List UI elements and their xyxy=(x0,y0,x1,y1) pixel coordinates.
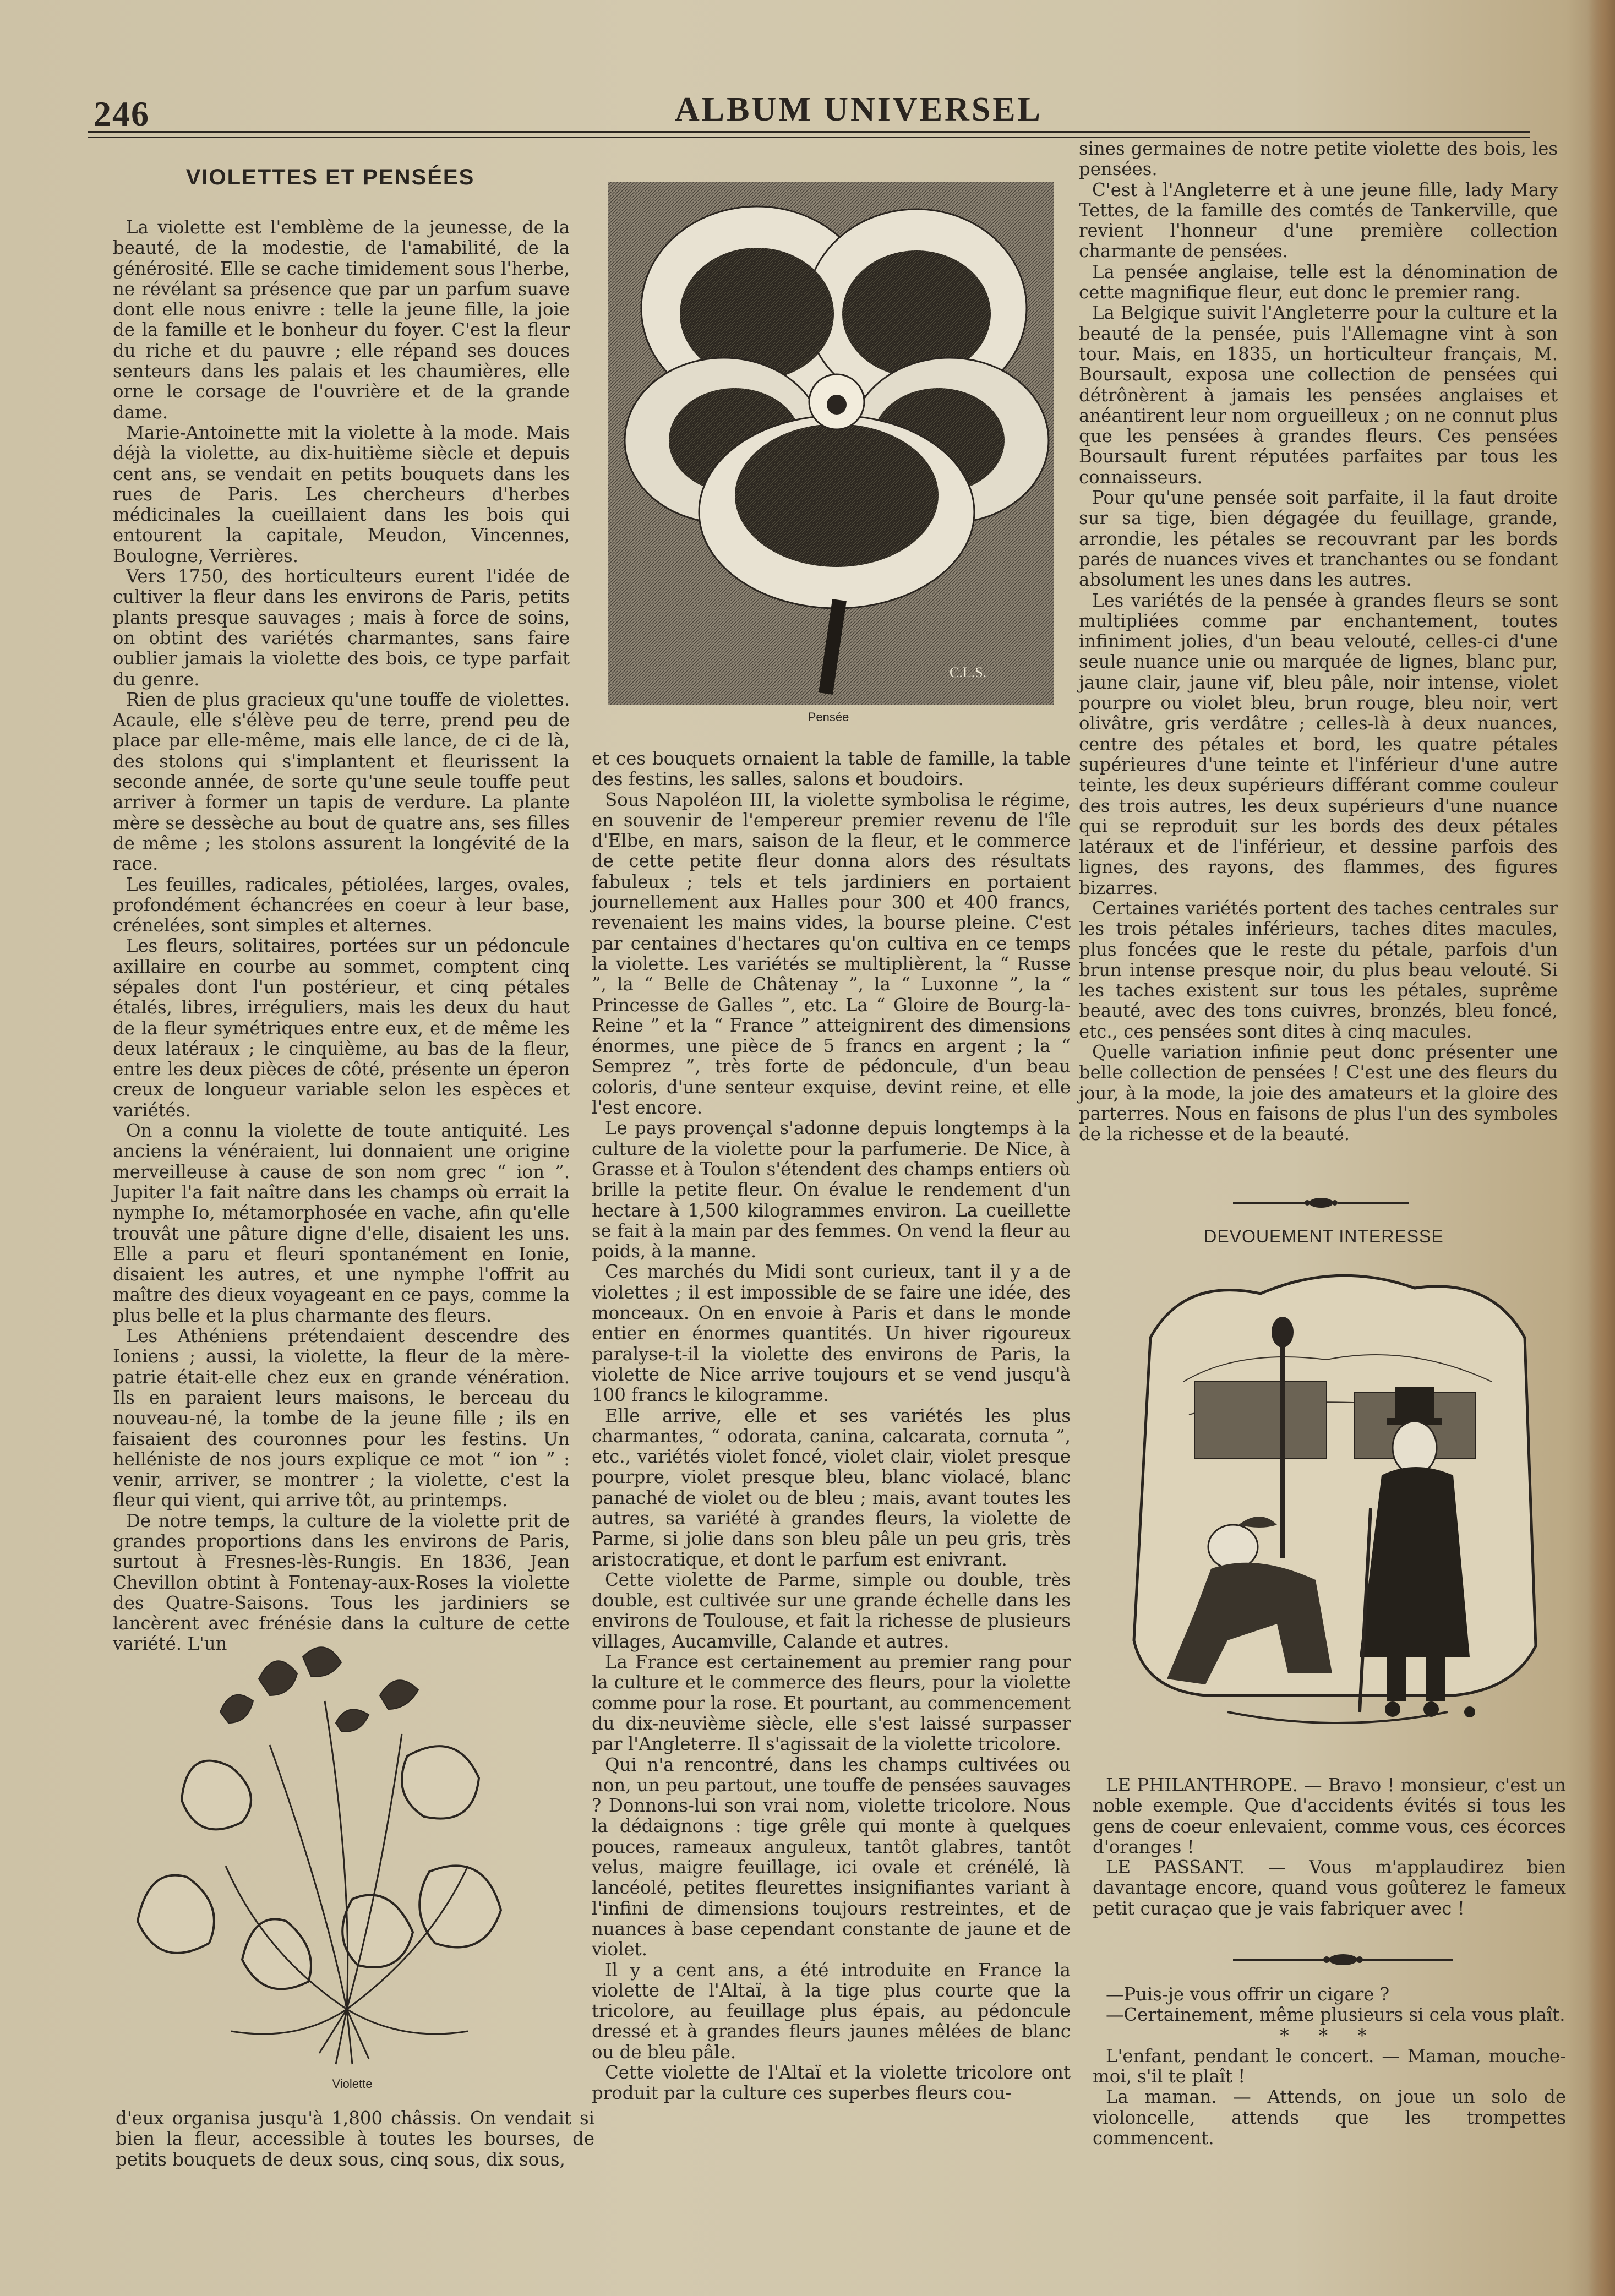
page-number: 246 xyxy=(94,94,150,133)
paragraph: Les Athéniens prétendaient descendre des Ioniens ; aussi, la violette, la fleur de la mère-patrie était-elle chez eux en grande vénération. Ils en paraient leurs maisons, le berceau du nouveau-né, la tombe de la jeune fille ; ils en faisaient des couronnes pour les festins. Un helléniste de nos jours explique ce mot “ ion ” : venir, arriver, se montrer ; la violette, c'est la fleur qui vient, qui arrive tôt, au printemps. xyxy=(113,1326,570,1511)
page-header xyxy=(88,88,1530,138)
dialogue-line: LE PHILANTHROPE. — Bravo ! monsieur, c'est un noble exemple. Que d'accidents évités si tous les gens de coeur enlevaient, comme vous, ces écorces d'oranges ! xyxy=(1093,1775,1566,1857)
paragraph: Ces marchés du Midi sont curieux, tant il y a de violettes ; il est impossible de se faire une idée, des monceaux. On en envoie à Paris et dans le monde entier en énormes quantités. Un hiver rigoureux paralyse-t-il la violette des environs de Paris, la violette de Nice arrive toujours et se vend jusqu'à 100 francs le kilogramme. xyxy=(592,1261,1071,1406)
paragraph: La France est certainement au premier rang pour la culture et le commerce des fleurs, pour la violette comme pour la rose. Et pourtant, au commencement du dix-neuvième siècle, elle s'est laissé surpasser par l'Angleterre. Il s'agissait de la violette tricolore. xyxy=(592,1651,1071,1755)
engraver-signature: C.L.S. xyxy=(950,664,987,680)
page-edge xyxy=(1587,0,1615,2296)
paragraph: d'eux organisa jusqu'à 1,800 châssis. On vendait si bien la fleur, accessible à toutes les bourses, de petits bouquets de deux sous, cinq sous, dix sous, xyxy=(116,2108,594,2170)
paragraph: Cette violette de Parme, simple ou double, très double, est cultivée sur une grande échelle dans les environs de Toulouse, et fait la richesse de plusieurs villages, Aucamville, Calande et autres. xyxy=(592,1569,1071,1652)
joke-line: —Puis-je vous offrir un cigare ? xyxy=(1106,1984,1390,2005)
cartoon-dialogue xyxy=(1093,1775,1566,1919)
paragraph: Qui n'a rencontré, dans les champs cultivées ou non, un peu partout, une touffe de pensées sauvages ? Donnons-lui son vrai nom, violette tricolore. Nous la dédaignons : tige grêle qui monte à quelques pouces, rameaux anguleux, tantôt glabres, tantôt velus, maigre feuillage, ici ovale et crénélé, là lancéolé, petites fleurettes insignifiantes variant à l'infini de dimensions toujours restreintes, et de nuances à base cependant constante de jaune et de violet. xyxy=(592,1754,1071,1960)
ornament-divider xyxy=(1233,1951,1453,1968)
paragraph: Le pays provençal s'adonne depuis longtemps à la culture de la violette pour la parfumerie. De Nice, à Grasse et à Toulon s'étendent des champs entiers où brille la petite fleur. On évalue le rendement d'un hectare à 1,500 kilogrammes environ. La cueillette se fait à la main par des femmes. On vend la fleur au poids, à la manne. xyxy=(592,1117,1071,1262)
dialogue-line: LE PASSANT. — Vous m'applaudirez bien davantage encore, quand vous goûterez le fameux petit curaçao que je vais fabriquer avec ! xyxy=(1093,1857,1566,1919)
violet-caption: Violette xyxy=(332,2077,373,2091)
paragraph: Quelle variation infinie peut donc présenter une belle collection de pensées ! C'est une des fleurs du jour, à la mode, la joie des amateurs et la gloire des parterres. Nous en faisons de plus l'un des symboles de la richesse et de la beauté. xyxy=(1079,1041,1558,1145)
paragraph: Il y a cent ans, a été introduite en France la violette de l'Altaï, à la tige plus courte que la tricolore, au feuillage plus épais, au pédoncule dressé et à grandes fleurs jaunes mêlées de blanc ou de bleu pâle. xyxy=(592,1959,1071,2063)
paragraph: Rien de plus gracieux qu'une touffe de violettes. Acaule, elle s'élève peu de terre, prend peu de place par elle-même, mais elle lance, de ci de là, des stolons qui s'implantent et fleurissent la seconde année, de sorte qu'une seule touffe peut arriver à former un tapis de verdure. La plante mère se dessèche au bout de quatre ans, ses filles de même ; les stolons assurent la longévité de la race. xyxy=(113,689,570,875)
paragraph: Sous Napoléon III, la violette symbolisa le régime, en souvenir de l'empereur premier revenu de l'île d'Elbe, en mars, saison de la fleur, et le commerce de cette petite fleur donna alors des résultats fabuleux ; tels et tels jardiniers en portaient journellement aux Halles pour 300 et 400 francs, revenaient les mains vides, la bourse pleine. C'est par centaines d'hectares qu'on cultiva en ce temps la violette. Les variétés se multiplièrent, la “ Russe ”, la “ Belle de Châtenay ”, la “ Luxonne ”, la “ Princesse de Galles ”, etc. La “ Gloire de Bourg-la-Reine ” et la “ France ” atteignirent des dimensions énormes, une pièce de 5 francs en argent ; la “ Semprez ”, très forte de pédoncule, d'un beau coloris, d'une senteur exquise, devint reine, et elle l'est encore. xyxy=(592,789,1071,1119)
violet-illustration xyxy=(121,1613,578,2075)
header-rule xyxy=(88,131,1530,133)
paragraph: Les variétés de la pensée à grandes fleurs se sont multipliées comme par enchantement, toutes infiniment jolies, d'un beau velouté, celles-ci d'une seule nuance unie ou marquée de lignes, blanc pur, jaune clair, jaune vif, bleu pâle, noir intense, violet pourpre ou violet bleu, brun rouge, bleu noir, vert olivâtre, gris verdâtre ; celles-là à deux nuances, centre des pétales et bord, les quatre pétales supérieures d'une teinte et l'inférieur d'une autre teinte, les deux supérieurs différant comme couleur des trois autres, les deux supérieurs d'une nuance qui se reproduit sur les bords des deux pétales latéraux et de l'inférieur, et dessine parfois des lignes, des rayons, des flammes, des figures bizarres. xyxy=(1079,590,1558,898)
cartoon-title: DEVOUEMENT INTERESSE xyxy=(1204,1226,1444,1246)
joke-block xyxy=(1093,1984,1566,2148)
pansy-engraving xyxy=(608,182,1054,705)
paragraph: Pour qu'une pensée soit parfaite, il la faut droite sur sa tige, bien dégagée du feuillage, grande, arrondie, les pétales se recouvrant par les bords parés de nuances vives et tranchantes ou se fondant absolument les unes dans les autres. xyxy=(1079,487,1558,591)
article-column-1 xyxy=(113,217,570,1655)
violet-engraving xyxy=(121,1613,578,2075)
article-column-3 xyxy=(1079,139,1558,1145)
article-column-2 xyxy=(592,749,1071,2104)
paragraph: Les feuilles, radicales, pétiolées, larges, ovales, profondément échancrées en coeur à leur base, crénelées, sont simples et alternes. xyxy=(113,874,570,936)
paragraph: et ces bouquets ornaient la table de famille, la table des festins, les salles, salons et boudoirs. xyxy=(592,748,1071,790)
paragraph: De notre temps, la culture de la violette prit de grandes proportions dans les environs de Paris, surtout à Fresnes-lès-Rungis. En 1836, Jean Chevillon obtint à Fontenay-aux-Roses la violette des Quatre-Saisons. Tous les jardiniers se lancèrent avec frénésie dans la culture de cette variété. L'un xyxy=(113,1510,570,1655)
cartoon-engraving xyxy=(1117,1272,1558,1745)
paragraph: Marie-Antoinette mit la violette à la mode. Mais déjà la violette, au dix-huitième siècle et depuis cent ans, se vendait en petits bouquets dans les rues de Paris. Les chercheurs d'herbes médicinales la cueillaient dans les bois qui entourent la capitale, Meudon, Vincennes, Boulogne, Verrières. xyxy=(113,422,570,566)
ornament-divider xyxy=(1233,1195,1409,1211)
header-rule-thin xyxy=(88,137,1530,138)
journal-title: ALBUM UNIVERSEL xyxy=(674,91,1043,128)
paragraph: sines germaines de notre petite violette des bois, les pensées. xyxy=(1079,138,1558,180)
paragraph: La pensée anglaise, telle est la dénomination de cette magnifique fleur, eut donc le premier rang. xyxy=(1079,261,1558,303)
paragraph: Vers 1750, des horticulteurs eurent l'idée de cultiver la fleur dans les environs de Paris, petits plants presque sauvages ; mais à force de soins, on obtint des variétés charmantes, sans faire oublier jamais la violette des bois, ce type parfait du genre. xyxy=(113,566,570,690)
joke-line: La maman. — Attends, on joue un solo de violoncelle, attends que les trompettes commencent. xyxy=(1093,2086,1566,2149)
paragraph: Cette violette de l'Altaï et la violette tricolore ont produit par la culture ces superbes fleurs cou- xyxy=(592,2062,1071,2104)
paragraph: Elle arrive, elle et ses variétés les plus charmantes, “ odorata, canina, calcarata, cornuta ”, etc., variétés violet foncé, violet clair, violet presque pourpre, violet presque bleu, blanc violacé, blanc panaché de violet ou de bleu ; mais, avant toutes les autres, sa variété à grandes fleurs, la violette de Parme, si jolie dans son bleu pâle un peu gris, très aristocratique, et dont le parfum est enivrant. xyxy=(592,1405,1071,1570)
paragraph: Certaines variétés portent des taches centrales sur les trois pétales inférieurs, taches dites macules, plus foncées que le reste du pétale, parfois d'un brun intense presque noir, du plus beau velouté. Si les taches existent sur tous les pétales, suprême beauté, avec des tons cuivres, bronzés, bleu foncé, etc., ces pensées sont dites à cinq macules. xyxy=(1079,897,1558,1042)
paragraph: La violette est l'emblème de la jeunesse, de la beauté, de la modestie, de l'amabilité, de la générosité. Elle se cache timidement sous l'herbe, ne révélant sa présence que par un parfum suave dont elle nous enivre : telle la jeune fille, la joie de la famille et le bonheur du foyer. C'est la fleur du riche et du pauvre ; elle répand ses douces senteurs dans les palais et les chaumières, elle orne le corsage de l'ouvrière et de la grande dame. xyxy=(113,217,570,423)
joke-line: —Certainement, même plusieurs si cela vous plaît. xyxy=(1106,2004,1565,2026)
joke-line: L'enfant, pendant le concert. — Maman, mouche-moi, s'il te plaît ! xyxy=(1093,2045,1566,2087)
paragraph: On a connu la violette de toute antiquité. Les anciens la vénéraient, lui donnaient une origine merveilleuse à cause de son nom grec “ ion ”. Jupiter l'a fait naître dans les champs où errait la nymphe Io, métamorphosée en vache, afin qu'elle trouvât une pâture digne d'elle, disaient les uns. Elle a paru et fleuri spontanément en Ionie, disaient les autres, et une nymphe l'offrit au maître des dieux voyageant en ce pays, comme la plus belle et la plus charmante des fleurs. xyxy=(113,1120,570,1326)
stars-separator: * * * xyxy=(1280,2025,1379,2046)
pansy-illustration xyxy=(608,182,1054,705)
paragraph: La Belgique suivit l'Angleterre pour la culture et la beauté de la pensée, puis l'Allemagne vint à son tour. Mais, en 1835, un horticulteur français, M. Boursault, exposa une collection de pensées qui détrônèrent à jamais les pensées anglaises et anéantirent leur nom orgueilleux ; on ne connut plus que les pensées à grandes fleurs. Ces pensées Boursault furent réputées parfaites par tous les connaisseurs. xyxy=(1079,302,1558,488)
paragraph: Les fleurs, solitaires, portées sur un pédoncule axillaire en courbe au sommet, comptent cinq sépales dont l'un postérieur, et cinq pétales étalés, libres, irréguliers, mais les deux du haut de la fleur symétriques entre eux, et de même les deux latéraux ; le cinquième, au bas de la fleur, entre les deux pièces de côté, présente un éperon creux de longueur variable selon les espèces et variétés. xyxy=(113,935,570,1121)
article-title: VIOLETTES ET PENSÉES xyxy=(185,165,475,189)
pansy-caption: Pensée xyxy=(808,710,849,724)
article-column-1-continued xyxy=(116,2108,594,2170)
cartoon-illustration xyxy=(1117,1272,1558,1745)
paragraph: C'est à l'Angleterre et à une jeune fille, lady Mary Tettes, de la famille des comtés de Tankerville, que revient l'honneur d'une première collection charmante de pensées. xyxy=(1079,179,1558,262)
